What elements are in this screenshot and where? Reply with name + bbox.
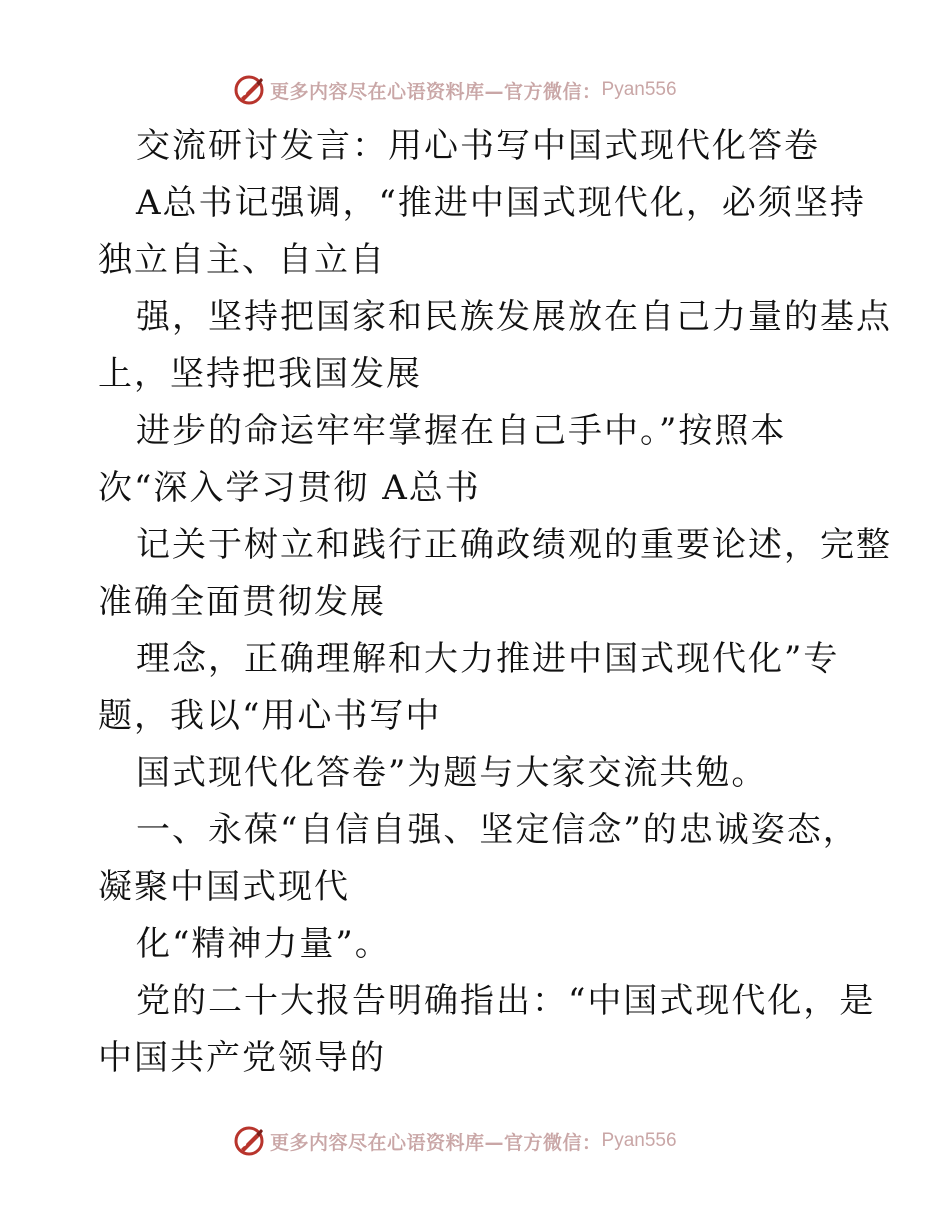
paragraph-line: 题，我以“用心书写中 [98, 696, 442, 736]
paragraph-line: 理念，正确理解和大力推进中国式现代化”专 [136, 639, 840, 679]
header-banner-main-text: 更多内容尽在心语资料库 [270, 80, 485, 103]
pen-logo-icon [232, 1124, 266, 1158]
header-watermark-banner [232, 70, 732, 110]
document-title-line: 交流研讨发言：用心书写中国式现代化答卷 [136, 126, 820, 166]
section-heading-line: 化“精神力量”。 [136, 924, 391, 964]
paragraph-line: 次“深入学习贯彻 A总书 [98, 468, 481, 508]
paragraph-line: 中国共产党领导的 [98, 1038, 386, 1078]
footer-banner-sub-text: —官方微信： [484, 1131, 602, 1154]
footer-watermark-banner [232, 1121, 732, 1161]
section-heading-line: 一、永葆“自信自强、坚定信念”的忠诚姿态， [136, 810, 859, 850]
paragraph-line: 进步的命运牢牢掌握在自己手中。”按照本 [136, 411, 787, 451]
paragraph-line: 记关于树立和践行正确政绩观的重要论述，完整 [136, 525, 892, 565]
paragraph-line: 党的二十大报告明确指出：“中国式现代化，是 [136, 981, 876, 1021]
footer-banner-main-text: 更多内容尽在心语资料库 [270, 1131, 485, 1154]
document-body [98, 118, 892, 1087]
footer-banner-wechat-id: Pyan556 [601, 1130, 677, 1151]
pen-logo-icon [232, 73, 266, 107]
paragraph-line: 强，坚持把国家和民族发展放在自己力量的基点 [136, 297, 892, 337]
section-heading-line: 凝聚中国式现代 [98, 867, 350, 907]
paragraph-line: 独立自主、自立自 [98, 240, 386, 280]
paragraph-line: A总书记强调，“推进中国式现代化，必须坚持 [136, 183, 866, 223]
paragraph-line: 国式现代化答卷”为题与大家交流共勉。 [136, 753, 768, 793]
header-banner-sub-text: —官方微信： [484, 80, 602, 103]
header-banner-wechat-id: Pyan556 [601, 79, 677, 100]
paragraph-line: 准确全面贯彻发展 [98, 582, 386, 622]
paragraph-line: 上，坚持把我国发展 [98, 354, 422, 394]
